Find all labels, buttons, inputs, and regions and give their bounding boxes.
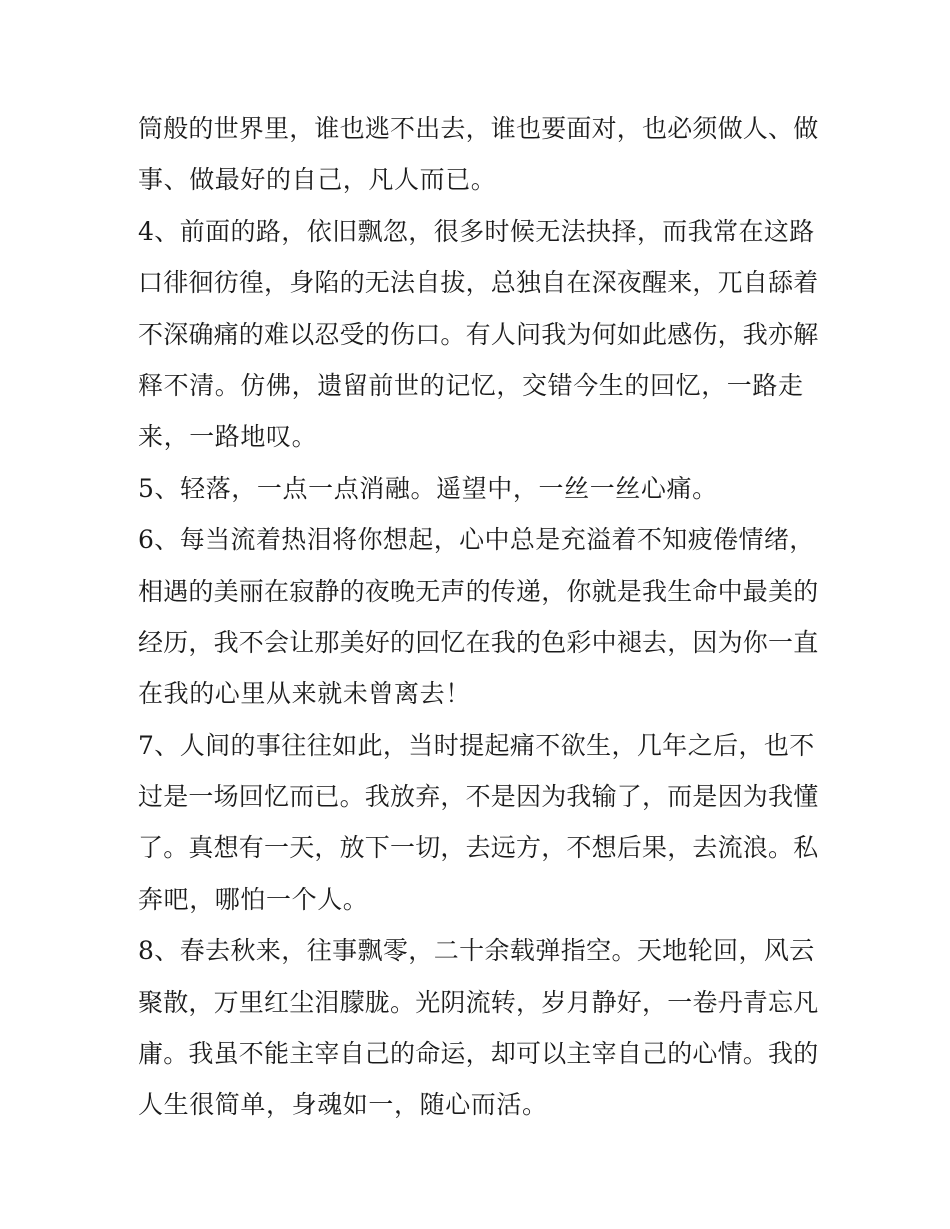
text-line: 过是一场回忆而已。我放弃，不是因为我输了，而是因为我懂 (138, 782, 819, 812)
text-line: 口徘徊彷徨，身陷的无法自拔，总独自在深夜醒来，兀自舔着 (138, 268, 819, 298)
text-line: 6、每当流着热泪将你想起，心中总是充溢着不知疲倦情绪， (138, 525, 815, 555)
text-line: 聚散，万里红尘泪朦胧。光阴流转，岁月静好，一卷丹青忘凡 (138, 987, 819, 1017)
text-line: 7、人间的事往往如此，当时提起痛不欲生，几年之后，也不 (138, 730, 815, 760)
body-text (138, 103, 818, 1131)
text-line: 5、轻落，一点一点消融。遥望中，一丝一丝心痛。 (138, 473, 718, 503)
text-line: 奔吧，哪怕一个人。 (138, 884, 369, 914)
text-line: 来，一路地叹。 (138, 422, 318, 452)
text-line: 释不清。仿佛，遗留前世的记忆，交错今生的回忆，一路走 (138, 370, 804, 400)
text-line: 经历，我不会让那美好的回忆在我的色彩中褪去，因为你一直 (138, 627, 819, 657)
text-line: 在我的心里从来就未曾离去！ (138, 679, 471, 709)
text-line: 了。真想有一天，放下一切，去远方，不想后果，去流浪。私 (138, 833, 819, 863)
text-line: 人生很简单，身魂如一，随心而活。 (138, 1090, 548, 1120)
text-line: 不深确痛的难以忍受的伤口。有人问我为何如此感伤，我亦解 (138, 319, 819, 349)
text-line: 相遇的美丽在寂静的夜晚无声的传递，你就是我生命中最美的 (138, 576, 819, 606)
text-line: 4、前面的路，依旧飘忽，很多时候无法抉择，而我常在这路 (138, 216, 815, 246)
text-line: 8、春去秋来，往事飘零，二十余载弹指空。天地轮回，风云 (138, 936, 815, 966)
text-line: 庸。我虽不能主宰自己的命运，却可以主宰自己的心情。我的 (138, 1039, 819, 1069)
text-line: 筒般的世界里，谁也逃不出去，谁也要面对，也必须做人、做 (138, 114, 819, 143)
text-line: 事、做最好的自己，凡人而已。 (138, 165, 497, 195)
